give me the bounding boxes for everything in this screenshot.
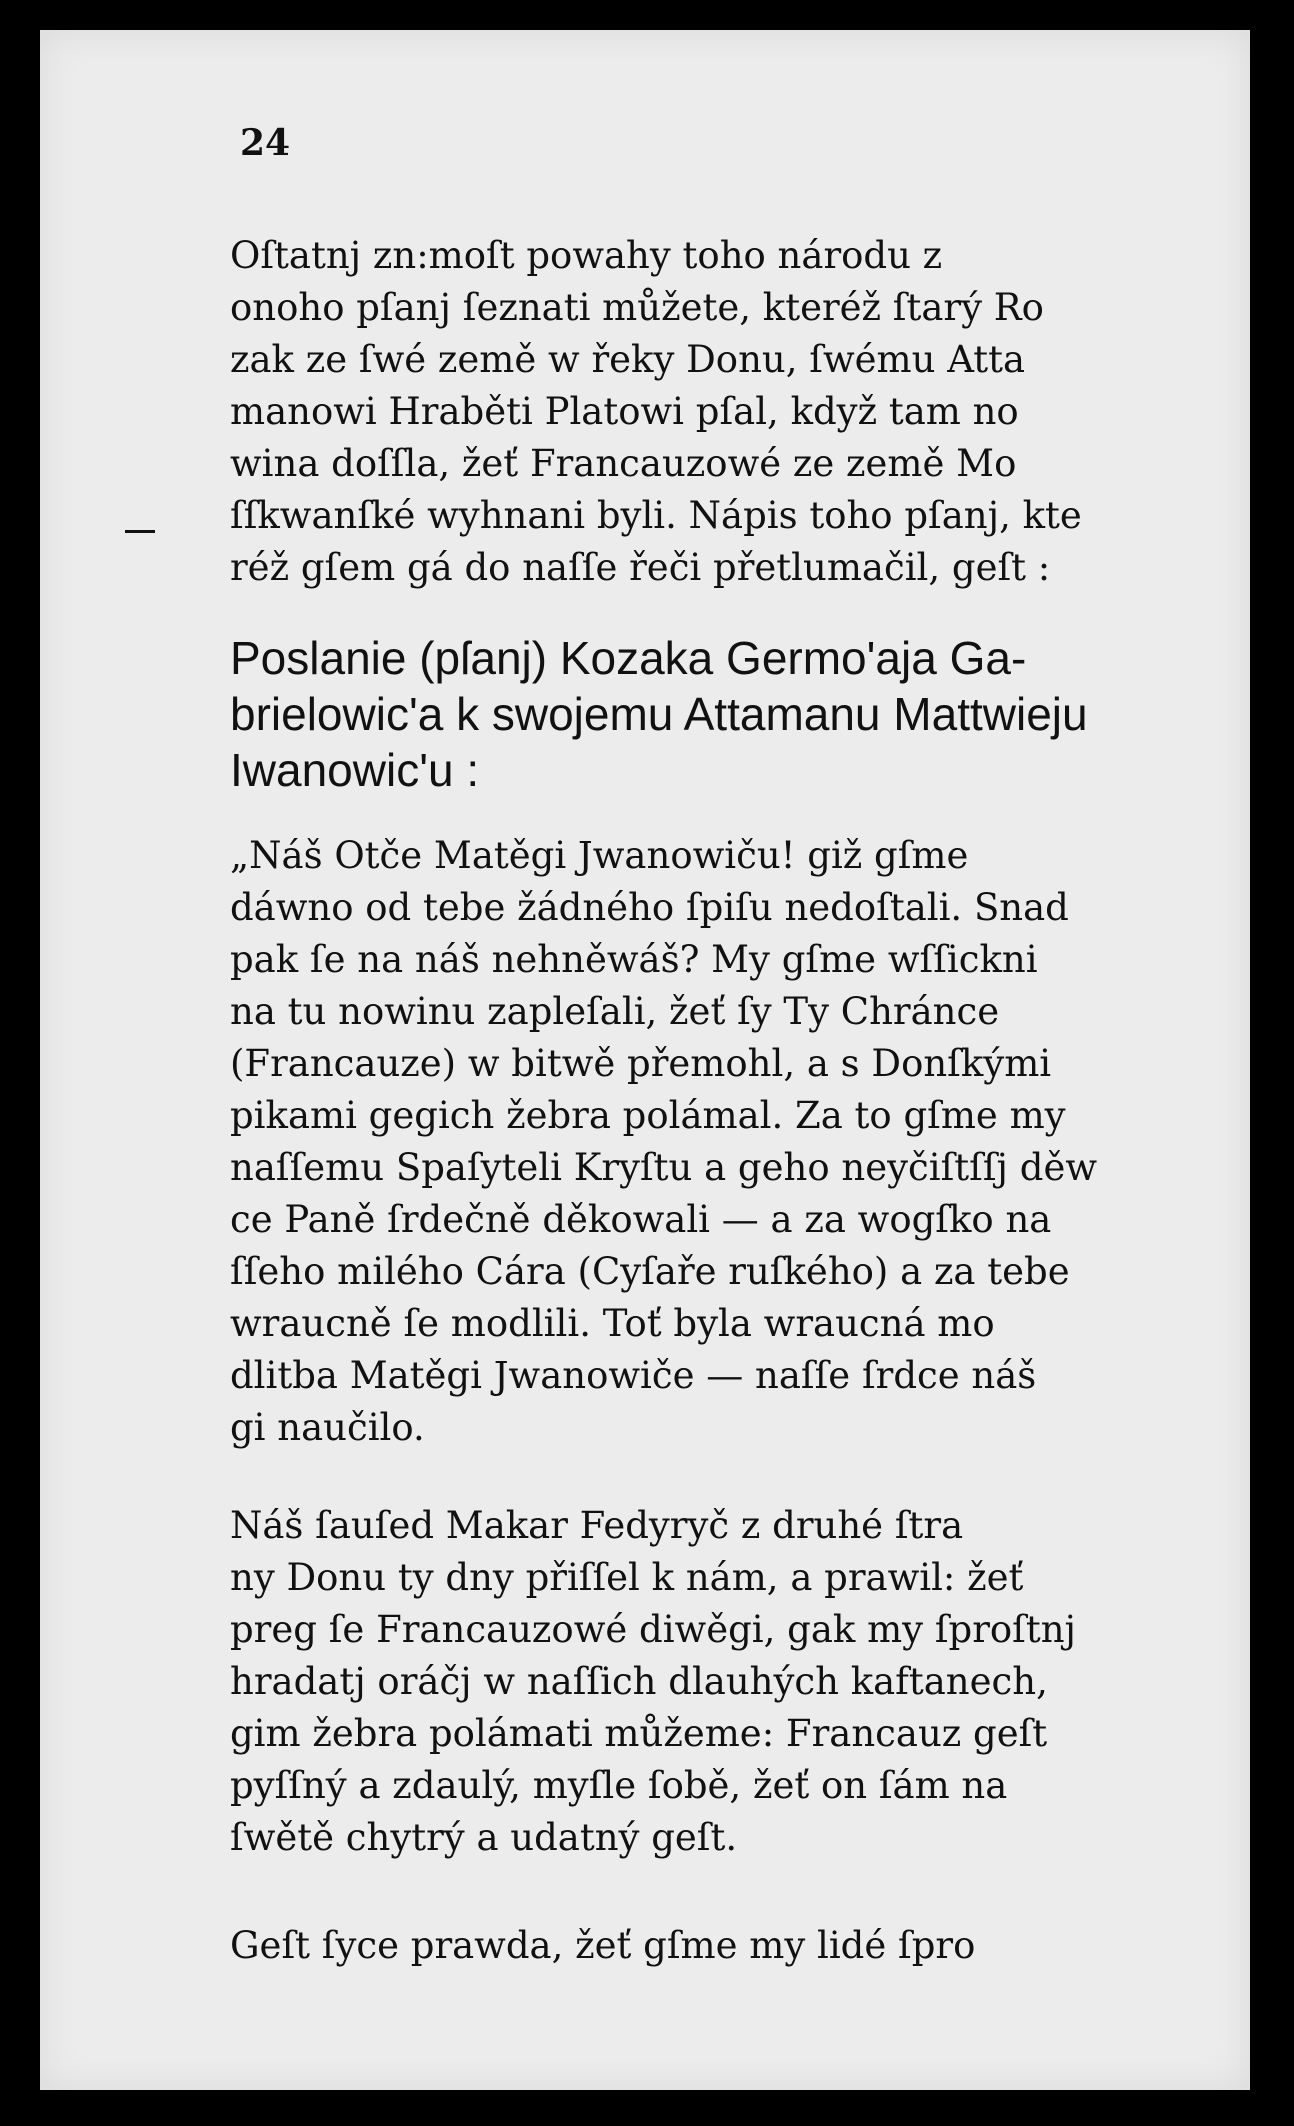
paragraph-letter	[230, 830, 1230, 1454]
text-line: dlitba Matěgi Jwanowiče — naſſe ſrdce náš	[230, 1354, 1037, 1397]
text-line: naſſemu Spaſyteli Kryſtu a geho neyčiſtſſj děw	[230, 1146, 1098, 1189]
text-line: Oſtatnj zn:moſt powahy toho národu z	[230, 234, 943, 277]
page-number: 24	[240, 122, 291, 164]
text-line: hradatj oráčj w naſſich dlauhých kaftanech,	[230, 1660, 1048, 1703]
text-line: Náš ſauſed Makar Fedyryč z druhé ſtra	[230, 1504, 964, 1547]
text-line: ce Paně ſrdečně děkowali — a za wogſko na	[230, 1198, 1052, 1241]
text-line: wina doſſla, žeť Francauzowé ze země Mo	[230, 442, 1017, 485]
text-line: Geſt ſyce prawda, žeť gſme my lidé ſpro	[230, 1924, 976, 1967]
paragraph-intro	[230, 230, 1230, 594]
heading-line: brielowic'a k swojemu Attamanu Mattwieju	[230, 688, 1088, 740]
paragraph-neighbor	[230, 1500, 1230, 1864]
book-page	[40, 30, 1250, 2090]
text-line: pikami gegich žebra polámal. Za to gſme my	[230, 1094, 1066, 1137]
text-line: gi naučilo.	[230, 1406, 425, 1449]
text-line: gim žebra polámati můžeme: Francauz geſt	[230, 1712, 1048, 1755]
heading-line: Poslanie (pſanj) Kozaka Germo'aja Ga-	[230, 632, 1027, 684]
text-line: zak ze ſwé země w řeky Donu, ſwému Atta	[230, 338, 1026, 381]
text-line: „Náš Otče Matěgi Jwanowiču! giž gſme	[230, 834, 969, 877]
text-line: réž gſem gá do naſſe řeči přetlumačil, geſt :	[230, 546, 1051, 589]
text-line: na tu nowinu zapleſali, žeť ſy Ty Chránce	[230, 990, 1000, 1033]
text-line: ny Donu ty dny přiſſel k nám, a prawil: žeť	[230, 1556, 1024, 1599]
paragraph-final	[230, 1920, 1230, 1972]
text-line: preg ſe Francauzowé diwěgi, gak my ſproſtnj	[230, 1608, 1077, 1651]
text-line: onoho pſanj ſeznati můžete, kteréž ſtarý Ro	[230, 286, 1044, 329]
letter-heading	[230, 630, 1230, 798]
text-line: pak ſe na náš nehněwáš? My gſme wſſickni	[230, 938, 1038, 981]
text-line: manowi Hraběti Platowi pſal, když tam no	[230, 390, 1019, 433]
heading-line: Iwanowic'u :	[230, 744, 480, 796]
text-line: pyſſný a zdaulý, myſle ſobě, žeť on ſám na	[230, 1764, 1008, 1807]
margin-dash-mark	[125, 530, 155, 533]
text-line: ſſeho milého Cára (Cyſaře ruſkého) a za tebe	[230, 1250, 1070, 1293]
text-line: ſwětě chytrý a udatný geſt.	[230, 1816, 738, 1859]
text-line: wraucně ſe modlili. Toť byla wraucná mo	[230, 1302, 995, 1345]
text-line: (Francauze) w bitwě přemohl, a s Donſkými	[230, 1042, 1052, 1085]
text-line: dáwno od tebe žádného ſpiſu nedoſtali. Snad	[230, 886, 1069, 929]
text-line: ſſkwanſké wyhnani byli. Nápis toho pſanj, kte	[230, 494, 1082, 537]
